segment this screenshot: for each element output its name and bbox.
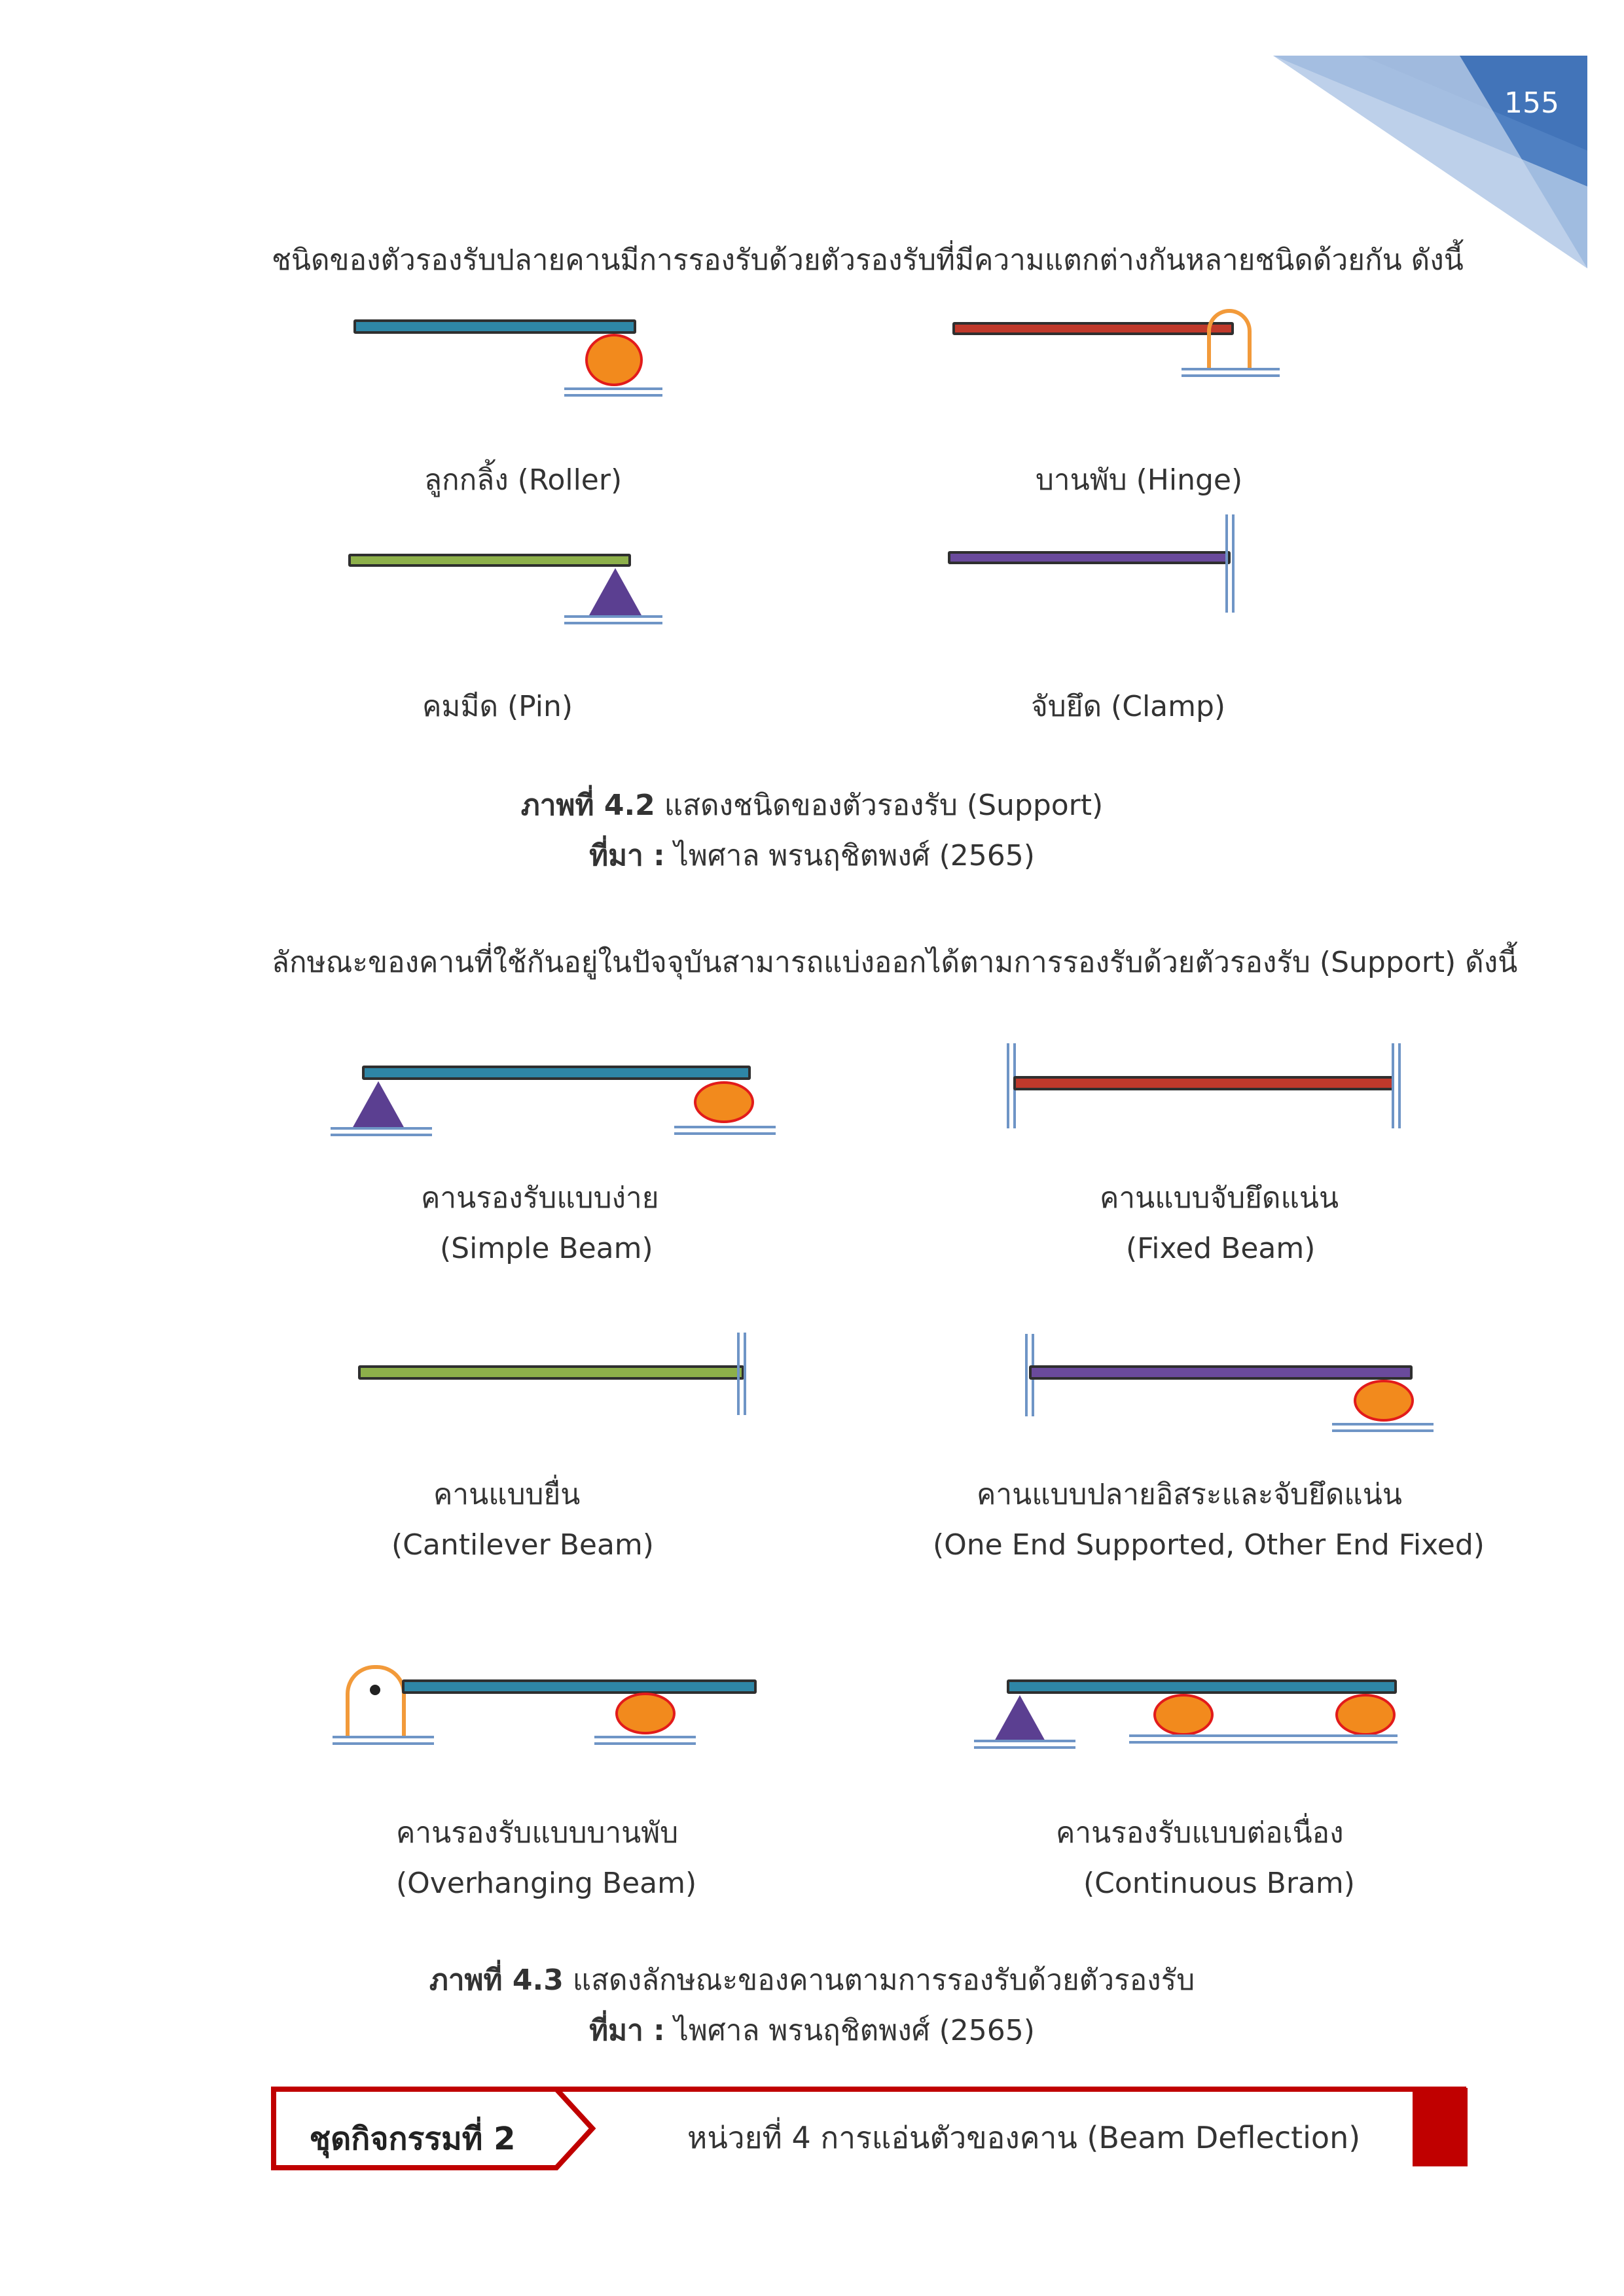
beam-label-cantilever-th: คานแบบยื่น <box>433 1478 581 1511</box>
beam-label-continuous-en: (Continuous Bram) <box>1083 1867 1355 1900</box>
beam-label-fixed-th: คานแบบจับยึดแน่น <box>1100 1181 1339 1215</box>
intro-text-2: ลักษณะของคานที่ใช้กันอยู่ในปัจจุบันสามารถแบ่งออกได้ตามการรองรับด้วยตัวรองรับ (Support) ดังนี้ <box>272 946 1518 979</box>
beam-label-simple-en: (Simple Beam) <box>440 1232 653 1265</box>
beam-label-overhanging-en: (Overhanging Beam) <box>396 1867 697 1900</box>
page-number: 155 <box>1504 86 1559 120</box>
beam-label-cantilever-en: (Cantilever Beam) <box>391 1528 654 1562</box>
intro-text-1: ชนิดของตัวรองรับปลายคานมีการรองรับด้วยตัวรองรับที่มีความแตกต่างกันหลายชนิดด้วยกัน ดังนี้ <box>272 243 1464 277</box>
beam-label-overhanging-th: คานรองรับแบบบานพับ <box>396 1816 679 1850</box>
footer-activity-label: ชุดกิจกรรมที่ 2 <box>309 2121 516 2157</box>
beam-label-simple-th: คานรองรับแบบง่าย <box>421 1181 659 1215</box>
beam-label-continuous-th: คานรองรับแบบต่อเนื่อง <box>1056 1816 1344 1850</box>
figure-4-3-caption: ภาพที่ 4.3 แสดงลักษณะของคานตามการรองรับด้วยตัวรองรับ <box>429 1964 1195 1997</box>
beam-label-fixed-en: (Fixed Beam) <box>1126 1232 1316 1265</box>
figure-4-2-source: ที่มา : ไพศาล พรนฤชิตพงศ์ (2565) <box>589 839 1035 872</box>
support-label-clamp: จับยึด (Clamp) <box>1031 690 1226 723</box>
support-label-roller: ลูกกลิ้ง (Roller) <box>424 463 623 497</box>
beam-label-propped-th: คานแบบปลายอิสระและจับยึดแน่น <box>977 1478 1402 1511</box>
support-label-pin: คมมีด (Pin) <box>422 690 573 723</box>
figure-4-3-source: ที่มา : ไพศาล พรนฤชิตพงศ์ (2565) <box>589 2014 1035 2047</box>
footer-unit-title: หน่วยที่ 4 การแอ่นตัวของคาน (Beam Deflection) <box>687 2120 1361 2155</box>
beam-label-propped-en: (One End Supported, Other End Fixed) <box>933 1528 1485 1562</box>
figure-4-2-caption: ภาพที่ 4.2 แสดงชนิดของตัวรองรับ (Support) <box>520 789 1104 822</box>
support-label-hinge: บานพับ (Hinge) <box>1036 463 1243 497</box>
